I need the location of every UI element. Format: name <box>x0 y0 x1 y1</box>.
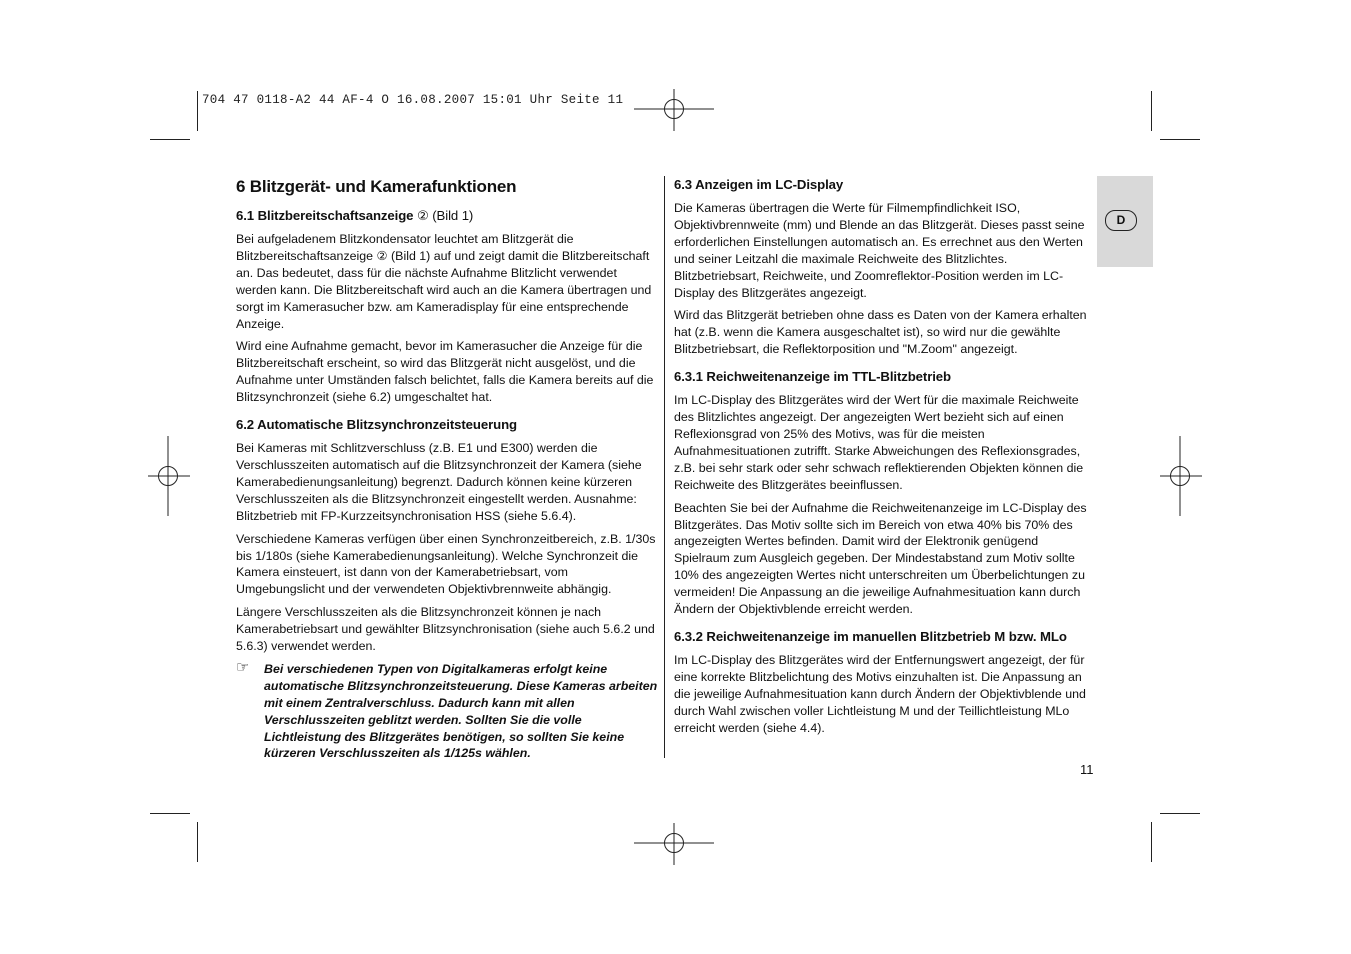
note-block <box>236 658 658 762</box>
section-6-3-heading: 6.3 Anzeigen im LC-Display <box>674 177 844 192</box>
section-6-3-paragraph-1: Die Kameras übertragen die Werte für Filmempfindlichkeit ISO, Objektivbrennweite (mm) und Blende an das Blitzgerät. Dieses passt seine erforderlichen Einstellungen automatisch an. Es errechnet aus den Werten und seiner Leitzahl die maximale Reichweite des Blitzlichtes. Blitzbetriebsart, Reichweite, und Zoomreflektor-Position werden im LC-Display des Blitzgerätes angezeigt. <box>674 201 1085 300</box>
right-column <box>674 176 1094 742</box>
crop-mark <box>197 822 198 862</box>
section-6-1-paragraph-2: Wird eine Aufnahme gemacht, bevor im Kamerasucher die Anzeige für die Blitzbereitschaft erscheint, so wird das Blitzgerät nicht ausgelöst, und die Aufnahme unter Umständen falsch belichtet, falls die Kamera bereits auf die Blitzsynchronzeit (siehe 6.2) umgeschaltet hat. <box>236 339 654 405</box>
pointing-hand-icon: ☞ <box>236 658 250 676</box>
page-number: 11 <box>1080 762 1094 777</box>
section-6-3-1-heading: 6.3.1 Reichweitenanzeige im TTL-Blitzbetrieb <box>674 369 951 385</box>
registration-mark-top <box>634 69 714 149</box>
language-tab-label: D <box>1105 210 1137 231</box>
column-divider <box>664 176 665 758</box>
section-6-2-heading: 6.2 Automatische Blitzsynchronzeitsteuerung <box>236 417 517 433</box>
crop-mark <box>1151 91 1152 131</box>
registration-mark-right <box>1140 436 1220 516</box>
section-6-1-heading-suffix: ② (Bild 1) <box>413 208 474 223</box>
section-6-1-heading <box>236 207 658 225</box>
section-6-3-2-paragraph-1: Im LC-Display des Blitzgerätes wird der Entfernungswert angezeigt, der für eine korrekte Blitzbelichtung des Motivs einzuhalten ist. Die Anpassung an die jeweilige Aufnahmesituation kann durch Ändern der Objektivblende und durch Wahl zwischen voller Lichtleistung M und der Teillichtleistung MLo erreicht werden (siehe 4.4). <box>674 652 1086 735</box>
section-6-1-paragraph-1: Bei aufgeladenem Blitzkondensator leuchtet am Blitzgerät die Blitzbereitschaftsanzeige ② (Bild 1) auf und zeigt damit die Blitzbereitschaft an. Das bedeutet, dass für die nächste Aufnahme Blitzlicht verwendet werden kann. Die Blitzbereitschaft wird auch an die Kamera übertragen und sorgt im Kamerasucher bzw. am Kameradisplay für eine entsprechende Anzeige. <box>236 232 652 331</box>
left-column <box>236 176 658 762</box>
section-6-1-heading-text: 6.1 Blitzbereitschaftsanzeige <box>236 208 414 223</box>
crop-mark <box>197 91 198 131</box>
section-6-2-paragraph-2: Verschiedene Kameras verfügen über einen Synchronzeitbereich, z.B. 1/30s bis 1/180s (siehe Kamerabedienungsanleitung). Welche Synchronzeit die Kamera einsteuert, ist dann von der Kamerabetriebsart, vom Umgebungslicht und der verwendeten Objektivbrennweite abhängig. <box>236 531 656 597</box>
print-slug-line: 704 47 0118-A2 44 AF-4 O 16.08.2007 15:01 Uhr Seite 11 <box>202 93 624 107</box>
crop-mark <box>1160 813 1200 814</box>
crop-mark <box>1160 139 1200 140</box>
chapter-title: 6 Blitzgerät- und Kamerafunktionen <box>236 177 517 196</box>
section-6-2-paragraph-1: Bei Kameras mit Schlitzverschluss (z.B. E1 und E300) werden die Verschlusszeiten automatisch auf die Blitzsynchronzeit der Kamera (siehe Kamerabedienungsanleitung) begrenzt. Dadurch können keine kürzeren Verschlusszeiten als die Blitzsynchronzeit eingestellt werden. Ausnahme: Blitzbetrieb mit FP-Kurzzeitsynchronisation HSS (siehe 5.6.4). <box>236 441 642 523</box>
note-text: Bei verschiedenen Typen von Digitalkameras erfolgt keine automatische Blitzsynchronzeitsteuerung. Diese Kameras arbeiten mit einem Zentralverschluss. Dadurch kann mit allen Verschlusszeiten geblitzt werden. Sollten Sie die volle Lichtleistung des Blitzgerätes benötigen, so sollten Sie keine kürzeren Verschlusszeiten als 1/125s wählen. <box>264 661 658 761</box>
section-6-3-paragraph-2: Wird das Blitzgerät betrieben ohne dass es Daten von der Kamera erhalten hat (z.B. wenn die Kamera ausgeschaltet ist), so wird nur die gewählte Blitzbetriebsart, die Reflektorposition und "M.Zoom" angezeigt. <box>674 308 1087 357</box>
section-6-3-2-heading: 6.3.2 Reichweitenanzeige im manuellen Blitzbetrieb M bzw. MLo <box>674 628 1067 644</box>
section-6-3-1-paragraph-2: Beachten Sie bei der Aufnahme die Reichweitenanzeige im LC-Display des Blitzgerätes. Das Motiv sollte sich im Bereich von etwa 40% bis 70% des angezeigten Wertes befinden. Damit wird der Elektronik genügend Spielraum zum Ausgleich gegeben. Der Mindestabstand zum Motiv sollte 10% des angezeigten Wertes nicht unterschreiten um Überbelichtungen zu vermeiden! Die Anpassung an die jeweilige Aufnahmesituation kann durch Ändern der Objektivblende erreicht werden. <box>674 500 1087 617</box>
language-tab <box>1097 176 1153 267</box>
registration-mark-left <box>128 436 208 516</box>
section-6-3-1-paragraph-1: Im LC-Display des Blitzgerätes wird der Wert für die maximale Reichweite des Blitzlichtes angezeigt. Der angezeigten Wert bezieht sich auf einen Reflexionsgrad von 25% des Motivs, was für die meisten Aufnahmesituationen zutrifft. Starke Abweichungen des Reflexionsgrades, z.B. bei sehr stark oder sehr schwach reflektierenden Objekten können die Reichweite des Blitzgerätes beeinflussen. <box>674 393 1084 492</box>
crop-mark <box>1151 822 1152 862</box>
crop-mark <box>150 813 190 814</box>
registration-mark-bottom <box>634 803 714 883</box>
section-6-2-paragraph-3: Längere Verschlusszeiten als die Blitzsynchronzeit können je nach Kamerabetriebsart und gewählter Blitzsynchronisation (siehe auch 5.6.2 und 5.6.3) verwendet werden. <box>236 605 655 654</box>
crop-mark <box>150 139 190 140</box>
